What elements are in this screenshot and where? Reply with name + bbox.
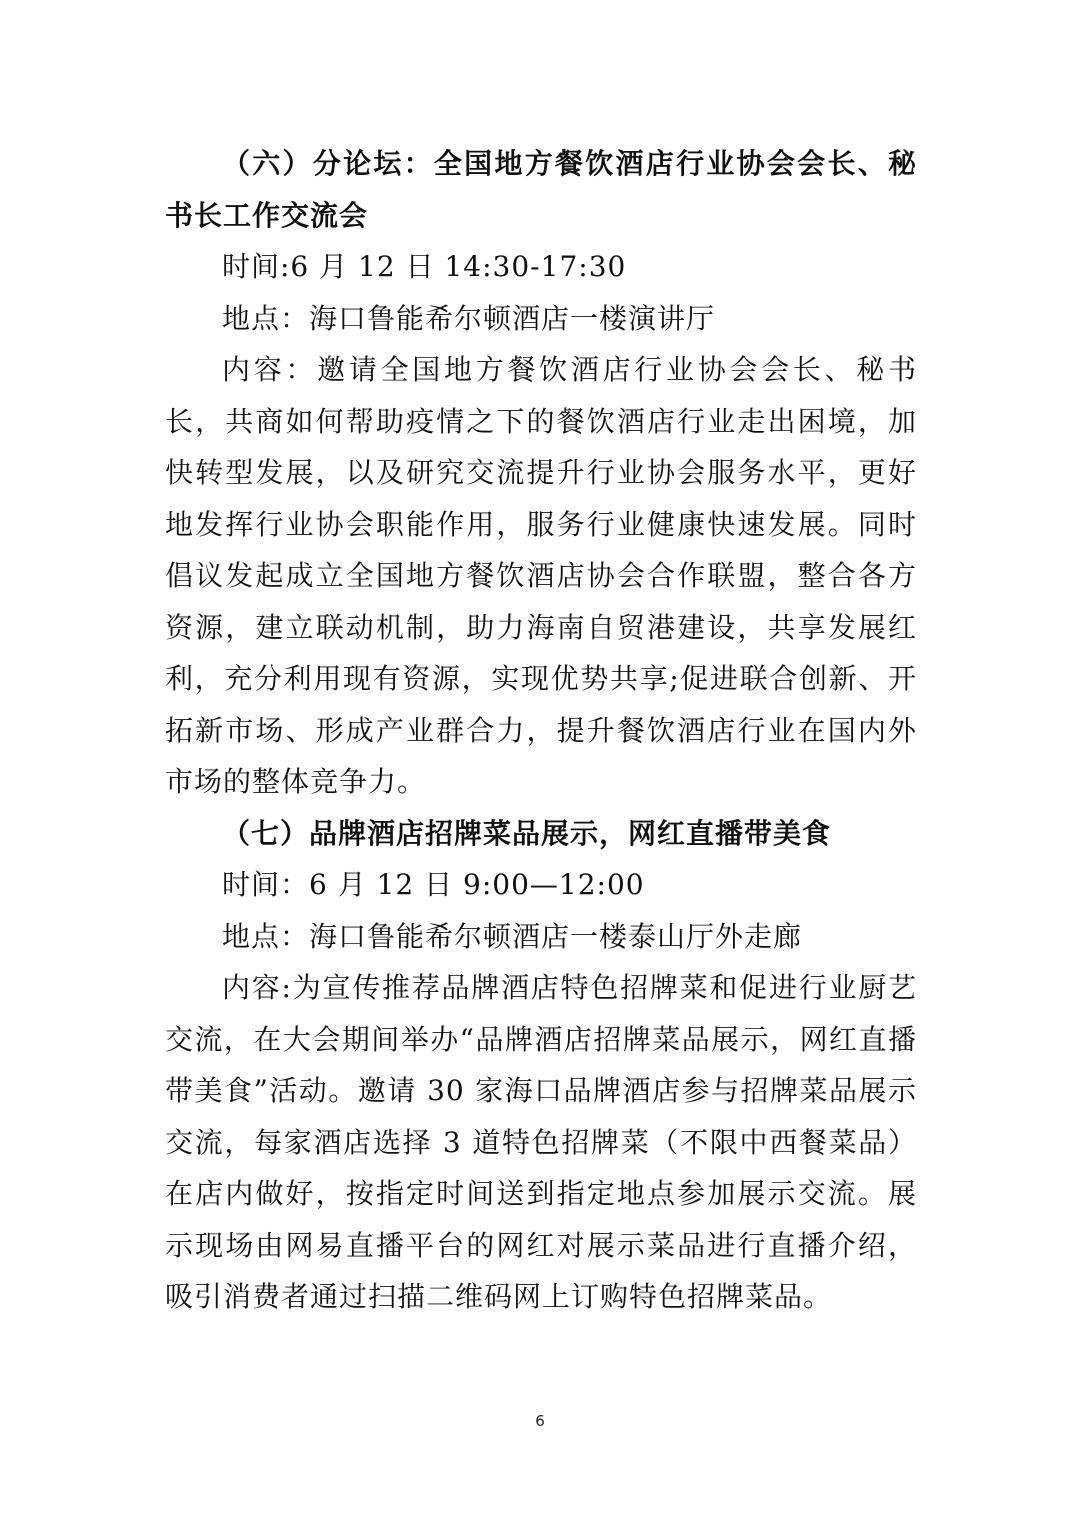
page-number: 6 — [535, 1412, 545, 1430]
section-7-heading: （七）品牌酒店招牌菜品展示，网红直播带美食 — [222, 816, 832, 850]
section-6-content: 内容：邀请全国地方餐饮酒店行业协会会长、秘书长，共商如何帮助疫情之下的餐饮酒店行业走出困境，加快转型发展，以及研究交流提升行业协会服务水平，更好地发挥行业协会职能作用，服务行业健康快速发展。同时倡议发起成立全国地方餐饮酒店协会合作联盟，整合各方资源，建立联动机制，助力海南自贸港建设，共享发展红利，充分利用现有资源，实现优势共享;促进联合创新、开拓新市场、形成产业群合力，提升餐饮酒店行业在国内外市场的整体竞争力。 — [165, 353, 917, 798]
document-body — [165, 138, 917, 1323]
section-7-content: 内容:为宣传推荐品牌酒店特色招牌菜和促进行业厨艺交流，在大会期间举办“品牌酒店招牌菜品展示，网红直播带美食”活动。邀请 30 家海口品牌酒店参与招牌菜品展示交流，每家酒店选择 3 道特色招牌菜（不限中西餐菜品）在店内做好，按指定时间送到指定地点参加展示交流。展示现场由网易直播平台的网红对展示菜品进行直播介绍，吸引消费者通过扫描二维码网上订购特色招牌菜品。 — [165, 971, 917, 1313]
section-7-time: 时间：6 月 12 日 9:00—12:00 — [222, 868, 645, 901]
section-7-location: 地点：海口鲁能希尔顿酒店一楼泰山厅外走廊 — [222, 919, 803, 953]
section-6-time: 时间:6 月 12 日 14:30-17:30 — [222, 250, 627, 283]
section-6-location: 地点：海口鲁能希尔顿酒店一楼演讲厅 — [222, 301, 716, 335]
section-6-heading: （六）分论坛：全国地方餐饮酒店行业协会会长、秘书长工作交流会 — [165, 147, 917, 232]
